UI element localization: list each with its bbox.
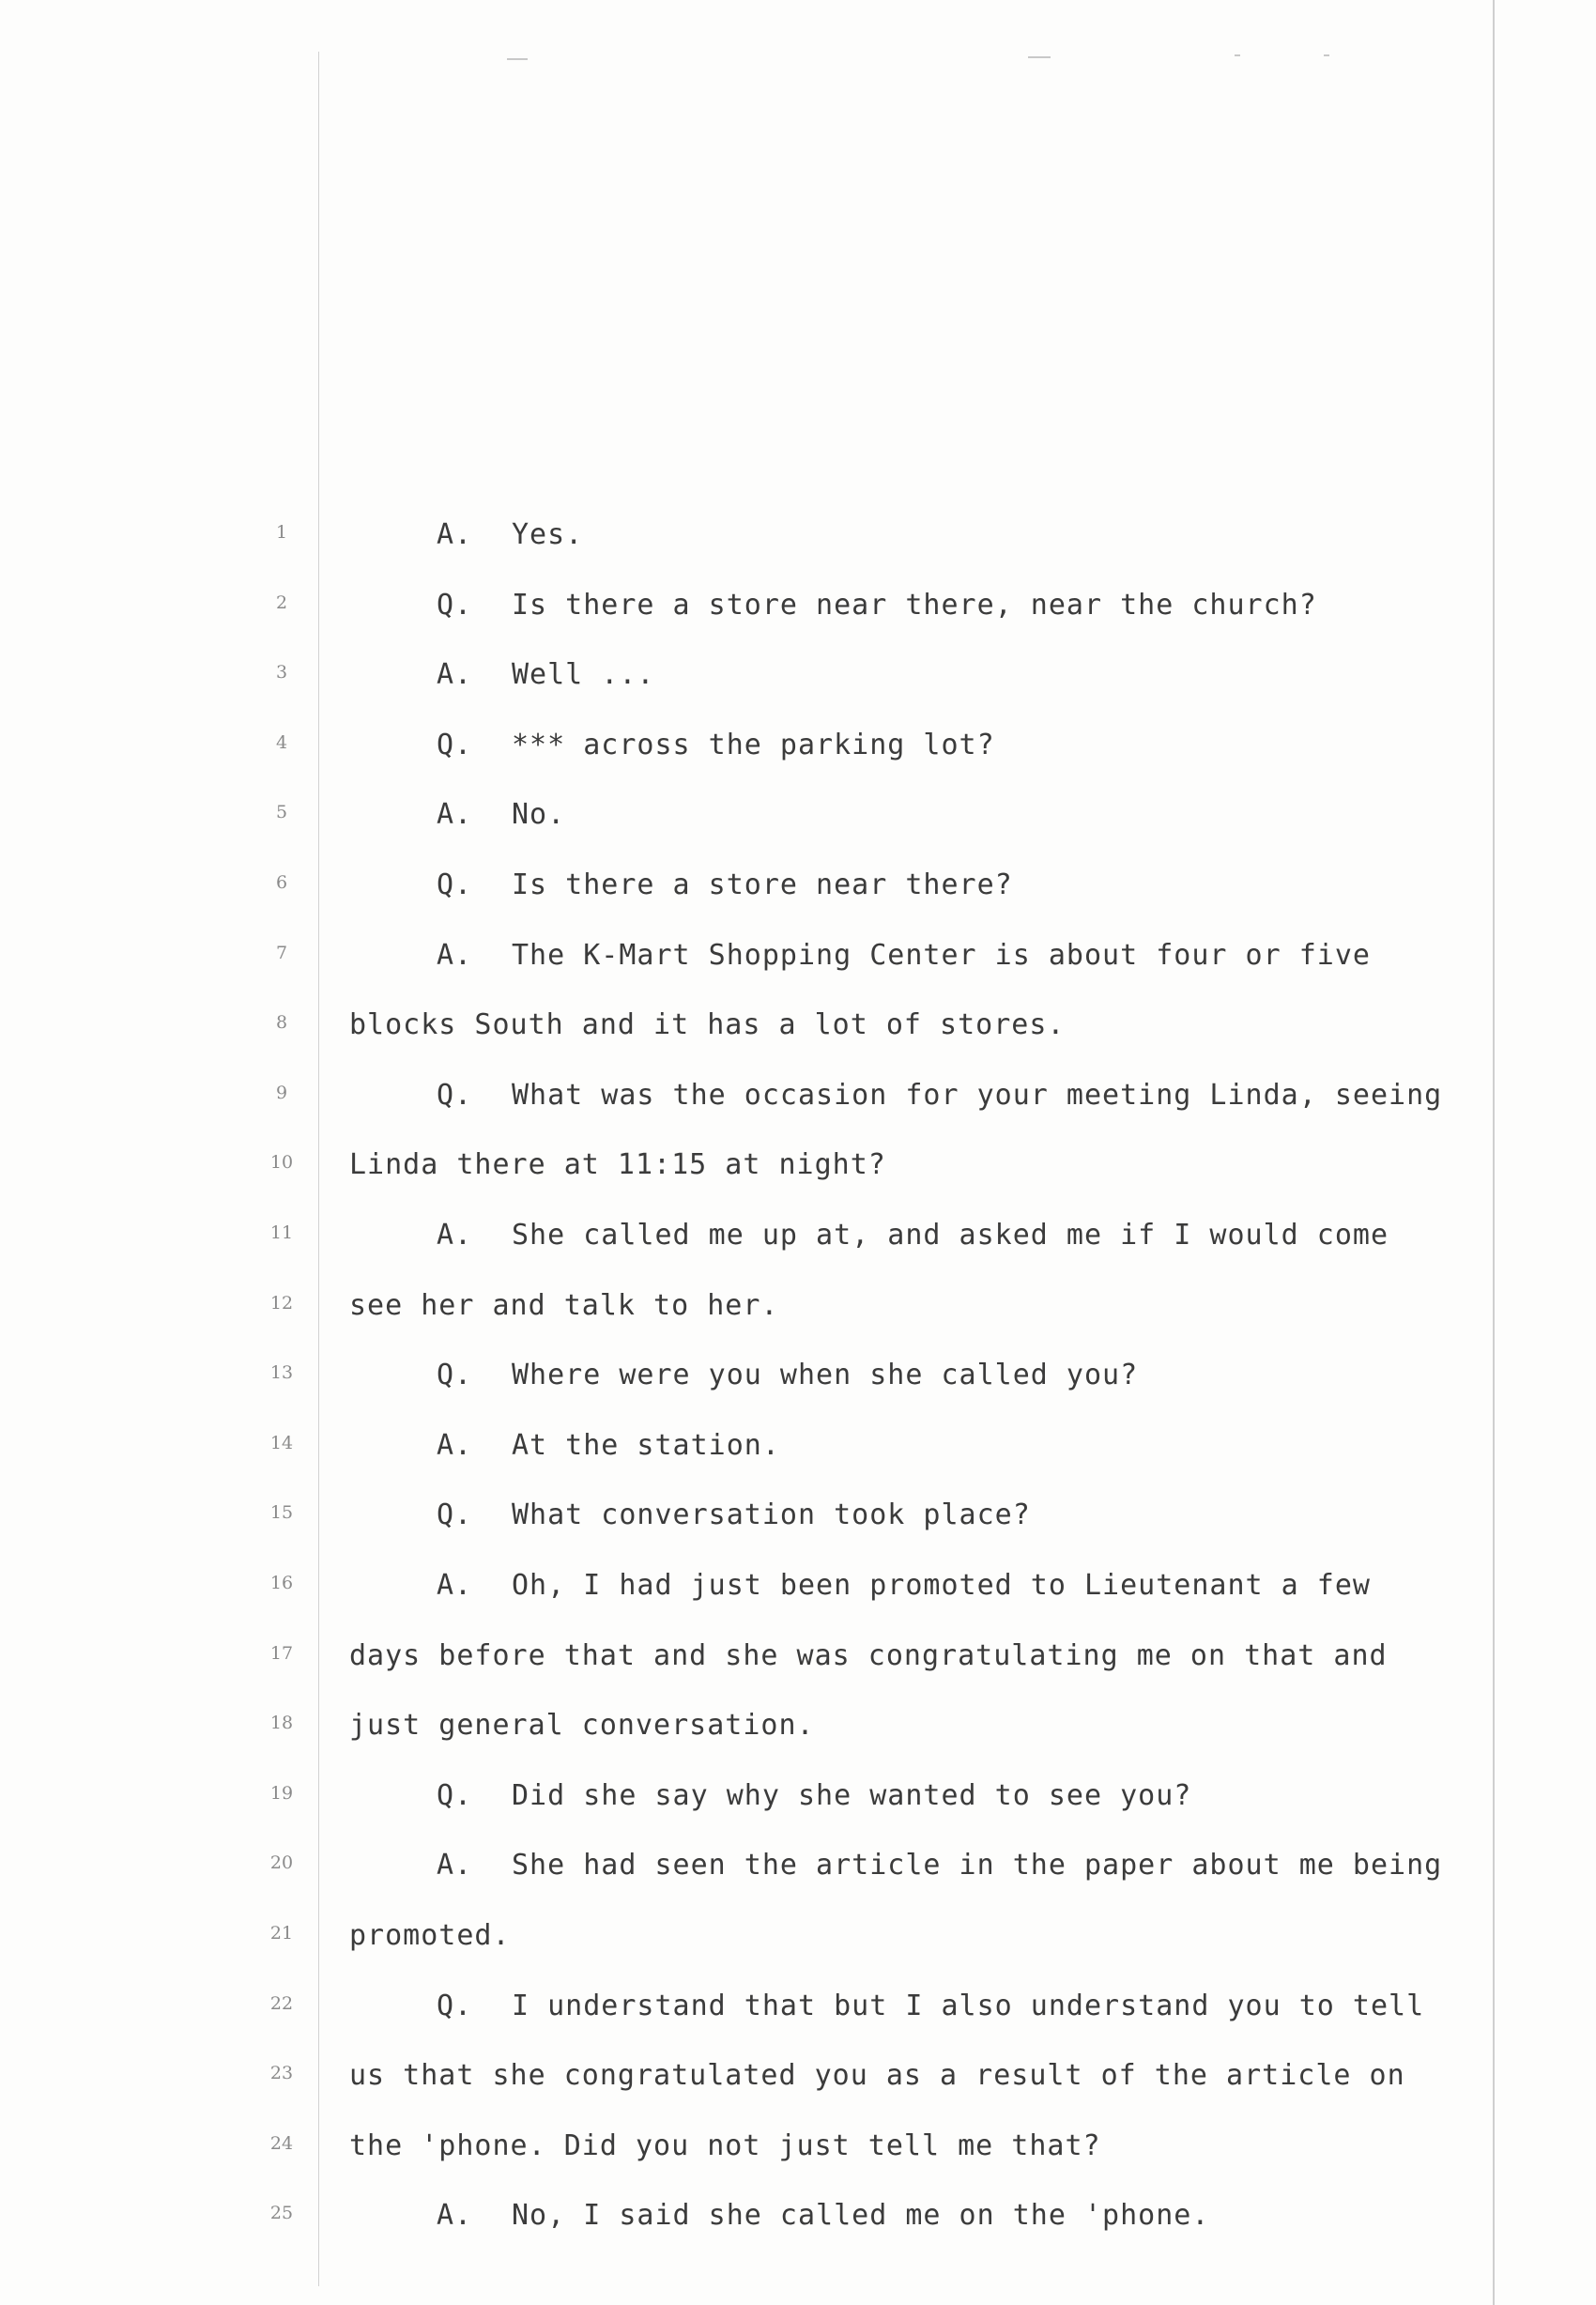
transcript-line <box>437 589 1317 622</box>
scan-speck <box>1324 54 1329 56</box>
transcript-line <box>437 1079 1442 1112</box>
line-text: No. <box>512 798 566 832</box>
line-text: Oh, I had just been promoted to Lieutenant a few <box>512 1569 1371 1602</box>
speaker-label: Q. <box>437 728 473 761</box>
line-number: 16 <box>269 1573 294 1593</box>
line-number: 20 <box>269 1852 294 1874</box>
line-text: Well ... <box>512 658 655 692</box>
transcript-line <box>437 2199 1209 2232</box>
line-text: blocks South and it has a lot of stores. <box>349 1008 1066 1042</box>
line-number: 5 <box>275 802 288 823</box>
transcript-line <box>349 1639 1388 1672</box>
right-margin-rule <box>1493 0 1495 2305</box>
transcript-line <box>349 2059 1405 2092</box>
line-number: 22 <box>269 1992 294 2014</box>
transcript-line <box>437 1569 1371 1602</box>
scan-speck <box>507 58 528 60</box>
line-text: us that she congratulated you as a result of the article on <box>349 2059 1405 2093</box>
scan-speck <box>1235 54 1240 56</box>
transcript-line <box>349 1148 886 1181</box>
line-number: 4 <box>275 731 288 753</box>
transcript-line <box>437 939 1371 972</box>
speaker-label: Q. <box>437 1778 473 1812</box>
line-number: 2 <box>275 592 288 613</box>
line-number: 9 <box>275 1082 288 1103</box>
line-number: 15 <box>269 1502 294 1524</box>
speaker-label: Q. <box>437 1359 473 1392</box>
left-margin-rule <box>318 52 319 2286</box>
transcript-line <box>437 729 995 761</box>
line-text: The K-Mart Shopping Center is about four or five <box>512 938 1371 972</box>
transcript-line <box>437 1429 780 1462</box>
line-number: 25 <box>269 2203 294 2224</box>
speaker-label: A. <box>437 938 473 972</box>
line-number: 11 <box>269 1222 294 1243</box>
transcript-line <box>349 1919 511 1952</box>
line-text: At the station. <box>512 1428 780 1462</box>
line-text: Linda there at 11:15 at night? <box>349 1148 886 1182</box>
line-text: What was the occasion for your meeting Linda, seeing <box>512 1078 1443 1112</box>
speaker-label: A. <box>437 2199 473 2233</box>
line-number: 18 <box>269 1713 294 1734</box>
transcript-line <box>437 1359 1138 1391</box>
line-number: 19 <box>269 1782 294 1804</box>
transcript-line <box>437 1990 1424 2022</box>
speaker-label: Q. <box>437 868 473 901</box>
line-number: 13 <box>269 1362 294 1384</box>
speaker-label: A. <box>437 518 473 551</box>
speaker-label: Q. <box>437 588 473 622</box>
line-text: see her and talk to her. <box>349 1288 779 1322</box>
line-number: 23 <box>269 2063 294 2084</box>
transcript-line <box>437 1219 1389 1252</box>
scan-speck <box>1028 56 1051 58</box>
line-number: 12 <box>269 1292 294 1314</box>
transcript-line <box>437 518 583 551</box>
line-text: I understand that but I also understand you to tell <box>512 1989 1425 2022</box>
line-text: Did she say why she wanted to see you? <box>512 1778 1192 1812</box>
line-number: 3 <box>275 662 288 684</box>
line-text: Where were you when she called you? <box>512 1359 1139 1392</box>
line-text: Yes. <box>512 518 584 551</box>
speaker-label: Q. <box>437 1989 473 2022</box>
line-text: No, I said she called me on the 'phone. <box>512 2199 1210 2233</box>
transcript-line <box>349 1709 815 1742</box>
transcript-line <box>349 2129 1101 2162</box>
speaker-label: Q. <box>437 1498 473 1532</box>
line-text: *** across the parking lot? <box>512 728 995 761</box>
line-number: 14 <box>269 1432 294 1453</box>
speaker-label: Q. <box>437 1078 473 1112</box>
transcript-line <box>349 1289 778 1322</box>
line-text: She called me up at, and asked me if I would come <box>512 1219 1389 1252</box>
line-number: 8 <box>275 1012 288 1034</box>
transcript-line <box>349 1008 1065 1041</box>
speaker-label: A. <box>437 658 473 692</box>
speaker-label: A. <box>437 1849 473 1882</box>
line-text: She had seen the article in the paper about me being <box>512 1849 1443 1882</box>
line-text: the 'phone. Did you not just tell me that? <box>349 2128 1101 2162</box>
line-number: 17 <box>269 1642 294 1664</box>
speaker-label: A. <box>437 1569 473 1602</box>
transcript-line <box>437 658 655 691</box>
line-text: just general conversation. <box>349 1709 815 1743</box>
line-number: 10 <box>269 1152 294 1174</box>
transcript-line <box>437 1849 1442 1882</box>
line-text: Is there a store near there? <box>512 868 1013 901</box>
line-number: 1 <box>275 522 288 543</box>
transcript-line <box>437 798 565 831</box>
line-number: 24 <box>269 2132 294 2154</box>
line-number: 7 <box>275 942 288 963</box>
line-text: What conversation took place? <box>512 1498 1031 1532</box>
speaker-label: A. <box>437 798 473 832</box>
line-text: promoted. <box>349 1919 511 1952</box>
line-number: 6 <box>275 872 288 893</box>
transcript-line <box>437 868 1013 901</box>
transcript-line <box>437 1498 1031 1531</box>
line-text: days before that and she was congratulating me on that and <box>349 1638 1388 1672</box>
line-text: Is there a store near there, near the church? <box>512 588 1317 622</box>
speaker-label: A. <box>437 1219 473 1252</box>
line-number: 21 <box>269 1923 294 1944</box>
transcript-line <box>437 1779 1191 1812</box>
speaker-label: A. <box>437 1428 473 1462</box>
